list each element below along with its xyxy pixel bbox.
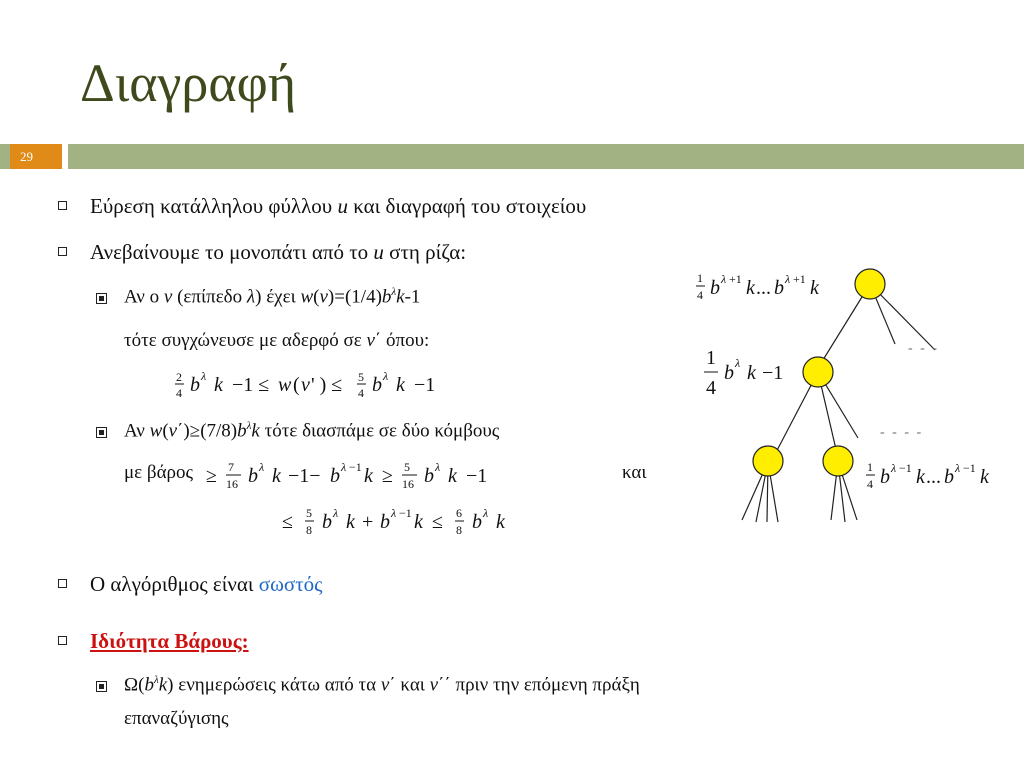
svg-text:- - - -: - - - - <box>880 425 924 440</box>
bullet-text: Εύρεση κατάλληλου φύλλου u και διαγραφή του στοιχείου <box>90 194 587 218</box>
merge-inequality-formula <box>170 364 510 404</box>
split-upper-bound-formula <box>280 500 600 542</box>
svg-text:b: b <box>330 465 340 487</box>
svg-text:λ: λ <box>435 460 441 474</box>
subbullet-text: Αν ο v (επίπεδο λ) έχει $w(v)=(1/4)b^\lambda k-1$ <box>124 286 421 308</box>
svg-text:b: b <box>248 465 258 487</box>
header-bar <box>0 144 1024 169</box>
subbullet-square-icon <box>96 681 107 692</box>
svg-text:−1: −1 <box>414 374 436 396</box>
svg-text:λ: λ <box>341 460 347 474</box>
svg-text:+1: +1 <box>729 272 742 286</box>
subbullet-text: $\Omega(b^\lambda k)$ ενημερώσεις κάτω από τα v΄ και v΄΄ πριν την επόμενη πράξη <box>124 674 640 696</box>
svg-text:16: 16 <box>226 477 238 491</box>
svg-text:k: k <box>916 466 925 488</box>
v-prime-node <box>753 446 783 476</box>
header-bar-right <box>68 144 1024 169</box>
merge-condition-text: τότε συγχώνευσε με αδερφό σε v΄ όπου: <box>124 330 430 351</box>
svg-text:−1: −1 <box>466 465 488 487</box>
svg-text:b: b <box>880 466 890 488</box>
svg-text:(: ( <box>293 374 300 396</box>
svg-text:4: 4 <box>358 386 364 400</box>
header-bar-left <box>0 144 10 169</box>
svg-text:λ: λ <box>483 506 489 520</box>
split-weight-label: με βάρος <box>124 462 194 483</box>
svg-text:...: ... <box>756 277 771 299</box>
weight-property-label: Ιδιότητα Βάρους: <box>90 629 249 653</box>
svg-text:b: b <box>774 277 784 299</box>
updates-continuation: επαναζύγισης <box>124 708 229 729</box>
subbullet-square-icon <box>96 293 107 304</box>
svg-text:5: 5 <box>358 370 364 384</box>
svg-text:k: k <box>346 511 355 533</box>
subbullet-text: Αν $w(v΄)\ge(7/8)b^\lambda k$ τότε διασπάμε σε δύο κόμβους <box>124 420 500 442</box>
slide-title: Διαγραφή <box>80 53 297 113</box>
svg-text:b: b <box>322 511 332 533</box>
v-double-prime-node <box>823 446 853 476</box>
svg-text:8: 8 <box>456 523 462 537</box>
svg-text:k: k <box>448 465 457 487</box>
svg-text:≤: ≤ <box>432 511 443 533</box>
bullet-text: Ο αλγόριθμος είναι σωστός <box>90 572 323 596</box>
svg-text:k: k <box>396 374 405 396</box>
split-weight-formula <box>204 454 624 496</box>
svg-text:−1 ≤: −1 ≤ <box>232 374 270 396</box>
svg-text:λ: λ <box>391 506 397 520</box>
svg-text:b: b <box>724 362 734 384</box>
svg-text:k: k <box>414 511 423 533</box>
svg-text:1: 1 <box>706 347 716 369</box>
svg-text:1: 1 <box>867 460 873 474</box>
svg-text:b: b <box>710 277 720 299</box>
svg-text:2: 2 <box>176 370 182 384</box>
svg-text:5: 5 <box>306 506 312 520</box>
svg-text:k: k <box>810 277 819 299</box>
svg-text:v: v <box>301 374 310 396</box>
subbullet-square-icon <box>96 427 107 438</box>
svg-text:λ: λ <box>785 272 791 286</box>
svg-text:b: b <box>380 511 390 533</box>
bullet-text: Ανεβαίνουμε το μονοπάτι από το u στη ρίζα: <box>90 240 467 264</box>
svg-text:16: 16 <box>402 477 414 491</box>
svg-text:λ: λ <box>721 272 727 286</box>
v-node <box>803 357 833 387</box>
svg-text:k: k <box>980 466 989 488</box>
svg-text:b: b <box>424 465 434 487</box>
svg-text:4: 4 <box>867 477 873 491</box>
svg-text:−1: −1 <box>963 461 976 475</box>
svg-text:k: k <box>364 465 373 487</box>
children-weight-label <box>866 460 990 491</box>
svg-text:k: k <box>747 362 756 384</box>
svg-text:7: 7 <box>228 460 234 474</box>
svg-text:5: 5 <box>404 460 410 474</box>
svg-text:k: k <box>496 511 505 533</box>
svg-text:−1: −1 <box>399 506 412 520</box>
bullet-square-icon <box>58 579 67 588</box>
svg-text:k: k <box>214 374 223 396</box>
svg-text:−1: −1 <box>899 461 912 475</box>
svg-text:b: b <box>472 511 482 533</box>
slide-number: 29 <box>10 144 62 169</box>
svg-text:λ: λ <box>955 461 961 475</box>
bullet-square-icon <box>58 636 67 645</box>
svg-text:6: 6 <box>456 506 462 520</box>
svg-text:+1: +1 <box>793 272 806 286</box>
svg-text:...: ... <box>926 466 941 488</box>
bullet-square-icon <box>58 201 67 210</box>
svg-text:≥: ≥ <box>206 465 217 487</box>
svg-text:λ: λ <box>201 369 207 383</box>
svg-text:−1: −1 <box>349 460 362 474</box>
svg-text:b: b <box>372 374 382 396</box>
svg-text:4: 4 <box>706 377 716 399</box>
svg-text:λ: λ <box>333 506 339 520</box>
svg-text:w: w <box>278 374 292 396</box>
svg-text:4: 4 <box>176 386 182 400</box>
svg-text:b: b <box>944 466 954 488</box>
svg-text:k: k <box>272 465 281 487</box>
svg-text:8: 8 <box>306 523 312 537</box>
svg-text:+: + <box>362 511 374 533</box>
svg-text:λ: λ <box>891 461 897 475</box>
svg-text:λ: λ <box>735 356 741 370</box>
svg-text:1: 1 <box>697 271 703 285</box>
bullet-square-icon <box>58 247 67 256</box>
svg-text:−1: −1 <box>762 362 784 384</box>
svg-text:≤: ≤ <box>282 511 293 533</box>
split-and-text: και <box>622 462 647 483</box>
svg-text:≥: ≥ <box>382 465 393 487</box>
svg-text:4: 4 <box>697 288 703 302</box>
correct-highlight: σωστός <box>258 572 323 596</box>
svg-text:λ: λ <box>383 369 389 383</box>
svg-text:b: b <box>190 374 200 396</box>
root-node <box>855 269 885 299</box>
tree-diagram <box>690 262 1024 532</box>
svg-text:−1−: −1− <box>288 465 321 487</box>
svg-text:λ: λ <box>259 460 265 474</box>
v-weight-label <box>704 347 783 399</box>
svg-text:- - -: - - - <box>908 341 939 356</box>
svg-text:k: k <box>746 277 755 299</box>
root-weight-label <box>696 271 820 302</box>
svg-text:' ) ≤: ' ) ≤ <box>311 374 343 396</box>
